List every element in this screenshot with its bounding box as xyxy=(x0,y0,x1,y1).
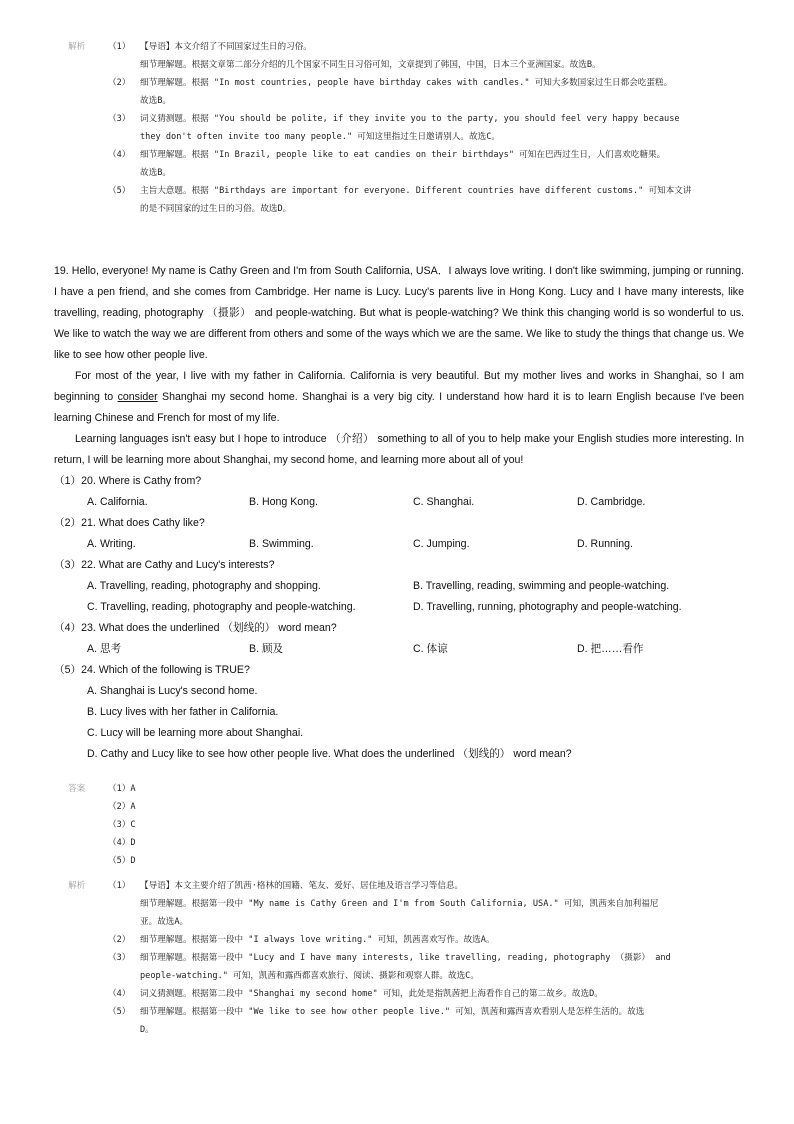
answer-item: （3）C xyxy=(108,820,136,830)
analysis-line: 故选B。 xyxy=(140,96,171,106)
question-option: B. 顾及 xyxy=(249,643,284,655)
item-number: （5） xyxy=(108,186,131,196)
question-option: C. Lucy will be learning more about Shanghai. xyxy=(87,727,304,739)
question-stem: （2）21. What does Cathy like? xyxy=(54,517,205,529)
analysis-line: 【导语】本文介绍了不同国家过生日的习俗。 xyxy=(140,42,312,52)
question-option: A. Writing. xyxy=(87,538,136,550)
answer-list xyxy=(108,780,136,870)
analysis-label: 解析 xyxy=(68,42,86,52)
answer-item: （5）D xyxy=(108,856,136,866)
analysis-item xyxy=(108,877,748,931)
analysis-line: 细节理解题。根据第一段中 "I always love writing." 可知，凯茜喜欢写作。故选A。 xyxy=(140,935,495,945)
analysis-item xyxy=(108,931,748,949)
question-option: A. Shanghai is Lucy's second home. xyxy=(87,685,258,697)
analysis-line: people-watching." 可知，凯茜和露西都喜欢旅行、阅读、摄影和观察人群。故选C。 xyxy=(140,971,479,981)
analysis-line: 细节理解题。根据第一段中 "Lucy and I have many interests, like travelling, reading, photography （摄影） and xyxy=(140,953,671,963)
analysis-line: 【导语】本文主要介绍了凯茜·格林的国籍、笔友、爱好、居住地及语言学习等信息。 xyxy=(140,881,464,891)
question-option: C. 体谅 xyxy=(413,643,448,655)
analysis-line: 故选B。 xyxy=(140,168,171,178)
answer-item: （1）A xyxy=(108,784,136,794)
answer-item: （4）D xyxy=(108,838,136,848)
question-stem: （1）20. Where is Cathy from? xyxy=(54,475,202,487)
analysis-line: 细节理解题。根据 "In most countries, people have birthday cakes with candles." 可知大多数国家过生日都会吃蛋糕。 xyxy=(140,78,673,88)
analysis-item xyxy=(108,949,748,985)
question-option: B. Hong Kong. xyxy=(249,496,318,508)
analysis-line: 细节理解题。根据第一段中 "My name is Cathy Green and I'm from South California, USA." 可知，凯茜来自加利福尼 xyxy=(140,899,659,909)
question-option: D. Travelling, running, photography and people-watching. xyxy=(413,601,682,613)
bottom-analysis xyxy=(108,877,748,1039)
question-option: A. 思考 xyxy=(87,643,122,655)
item-number: （5） xyxy=(108,1007,131,1017)
question-option: C. Jumping. xyxy=(413,538,470,550)
passage-paragraph-3: Learning languages isn't easy but I hope to introduce （介绍） something to all of you to help make your English studies more interesting. In return, I will be learning more about Shanghai, my second home, and learning more about all of you! xyxy=(54,433,744,466)
analysis-item xyxy=(108,146,748,182)
analysis-line: 的是不同国家的过生日的习俗。故选D。 xyxy=(140,204,292,214)
analysis-item xyxy=(108,182,748,218)
analysis-line: 亚。故选A。 xyxy=(140,917,189,927)
question-option: D. Cathy and Lucy like to see how other people live. What does the underlined （划线的） word mean? xyxy=(87,748,572,760)
question-stem: （5）24. Which of the following is TRUE? xyxy=(54,664,250,676)
question-option: C. Travelling, reading, photography and people-watching. xyxy=(87,601,356,613)
item-number: （2） xyxy=(108,78,131,88)
top-analysis xyxy=(108,38,748,218)
passage-paragraph-1: 19. Hello, everyone! My name is Cathy Green and I'm from South California, USA．I always love writing. I don't like swimming, jumping or running. I have a pen friend, and she comes from Cambridge. Her name is Lucy. Lucy's parents live in Hong Kong. Lucy and I have many interests, like travelling, reading, photography （摄影） and people-watching. But what is people-watching? We think this changing world is so wonderful to us. We like to watch the way we are different from others and some of the ways which we are the same. We like to study the things that change us. We like to see how other people live. xyxy=(54,265,744,361)
question-option: D. 把……看作 xyxy=(577,643,644,655)
analysis-item xyxy=(108,110,748,146)
analysis-line: they don't often invite too many people." 可知这里指过生日邀请别人。故选C。 xyxy=(140,132,500,142)
question-option: D. Cambridge. xyxy=(577,496,646,508)
analysis-item xyxy=(108,1003,748,1039)
analysis-line: 词义猜测题。根据 "You should be polite, if they invite you to the party, you should feel very happy because xyxy=(140,114,680,124)
question-option: B. Travelling, reading, swimming and people-watching. xyxy=(413,580,670,592)
analysis-line: 词义猜测题。根据第二段中 "Shanghai my second home" 可知，此处是指凯茜把上海看作自己的第二故乡。故选D。 xyxy=(140,989,603,999)
analysis-line: 细节理解题。根据 "In Brazil, people like to eat candies on their birthdays" 可知在巴西过生日，人们喜欢吃糖果。 xyxy=(140,150,666,160)
question-stem: （4）23. What does the underlined （划线的） word mean? xyxy=(54,622,337,634)
answer-label: 答案 xyxy=(68,784,86,794)
analysis-line: 细节理解题。根据文章第二部分介绍的几个国家不同生日习俗可知，文章提到了韩国，中国，日本三个亚洲国家。故选B。 xyxy=(140,60,601,70)
item-number: （2） xyxy=(108,935,131,945)
analysis-item xyxy=(108,74,748,110)
analysis-item xyxy=(108,38,748,74)
item-number: （4） xyxy=(108,989,131,999)
question-option: C. Shanghai. xyxy=(413,496,475,508)
question-option: D. Running. xyxy=(577,538,633,550)
passage-paragraph-2: For most of the year, I live with my father in California. California is very beautiful. But my mother lives and works in Shanghai, so I am beginning to consider Shanghai my second home. Shanghai is a very big city. I understand how hard it is to learn English because I've been learning Chinese and French for most of my life. xyxy=(54,370,744,424)
analysis-line: 细节理解题。根据第一段中 "We like to see how other people live." 可知，凯茜和露西喜欢看别人是怎样生活的。故选 xyxy=(140,1007,645,1017)
underlined-word: consider xyxy=(117,391,158,403)
question-option: A. California. xyxy=(87,496,148,508)
question-stem: （3）22. What are Cathy and Lucy's interests? xyxy=(54,559,275,571)
item-number: （1） xyxy=(108,881,131,891)
reading-passage xyxy=(54,261,744,471)
item-number: （1） xyxy=(108,42,131,52)
answer-item: （2）A xyxy=(108,802,136,812)
question-option: B. Lucy lives with her father in California. xyxy=(87,706,279,718)
analysis-line: D。 xyxy=(140,1025,154,1035)
item-number: （3） xyxy=(108,114,131,124)
item-number: （3） xyxy=(108,953,131,963)
analysis-item xyxy=(108,985,748,1003)
analysis-label: 解析 xyxy=(68,881,86,891)
analysis-line: 主旨大意题。根据 "Birthdays are important for everyone. Different countries have different customs." 可知本文讲 xyxy=(140,186,692,196)
question-option: B. Swimming. xyxy=(249,538,314,550)
question-option: A. Travelling, reading, photography and shopping. xyxy=(87,580,321,592)
item-number: （4） xyxy=(108,150,131,160)
